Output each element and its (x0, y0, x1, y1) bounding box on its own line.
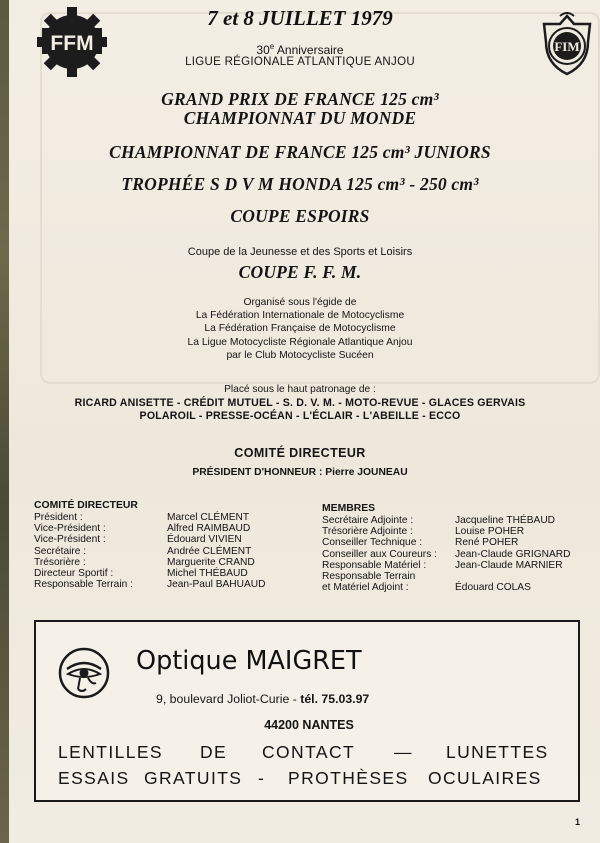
service-word: GRATUITS (144, 768, 243, 788)
telephone: tél. 75.03.97 (300, 692, 370, 706)
role-label: Vice-Président : (34, 523, 106, 535)
service-word: PROTHÈSES (288, 768, 409, 788)
role-label: Responsable Matériel : (322, 559, 427, 571)
membres-heading: MEMBRES (322, 503, 376, 514)
member-name: René POHER (455, 537, 519, 549)
member-name: Jean-Claude MARNIER (455, 559, 563, 571)
anniversary-number: 30 (256, 43, 270, 57)
ligue-name: LIGUE RÉGIONALE ATLANTIQUE ANJOU (185, 56, 415, 68)
role-label: Président : (34, 512, 83, 523)
anniversary-text: Anniversaire (274, 43, 344, 57)
event-date: 7 et 8 JUILLET 1979 (207, 6, 393, 30)
comite-title: COMITÉ DIRECTEUR (234, 446, 366, 460)
optician-city: 44200 NANTES (264, 718, 354, 732)
president-honneur: PRÉSIDENT D'HONNEUR : Pierre JOUNEAU (192, 467, 408, 478)
coupe-ffm-title: COUPE F. F. M. (238, 262, 362, 282)
role-label: Trésorière : (34, 556, 86, 568)
role-label: Responsable Terrain (322, 571, 416, 583)
member-name: Jean-Paul BAHUAUD (167, 579, 266, 591)
role-label: Secrétaire : (34, 545, 87, 557)
service-dash: - (258, 768, 266, 788)
role-label: et Matériel Adjoint : (322, 582, 409, 594)
championnat-france-title: CHAMPIONNAT DE FRANCE 125 cm³ JUNIORS (109, 142, 491, 162)
role-label: Vice-Président : (34, 534, 106, 546)
organisation-line: La Ligue Motocycliste Régionale Atlantique Anjou (187, 336, 413, 348)
trophee-title: TROPHÉE S D V M HONDA 125 cm³ - 250 cm³ (121, 174, 479, 194)
organisation-line: La Fédération Internationale de Motocyclisme (195, 310, 405, 322)
optician-name: Optique MAIGRET (136, 646, 362, 676)
member-name (455, 571, 571, 582)
optique-advertisement (34, 620, 580, 802)
service-word: DE (200, 742, 228, 762)
anniversary-suffix: e (269, 42, 275, 51)
service-dash: — (394, 742, 413, 762)
member-name: Jacqueline THÉBAUD (455, 515, 556, 526)
role-label: Conseiller aux Coureurs : (322, 548, 437, 560)
sponsors-list (20, 397, 580, 423)
role-label: Trésorière Adjointe : (322, 526, 413, 538)
member-name: Jean-Claude GRIGNARD (455, 548, 571, 560)
organisation-line: La Fédération Française de Motocyclisme (204, 323, 396, 335)
membres-roles (322, 515, 437, 593)
comite-left-roles (34, 512, 133, 590)
comite-left-heading: COMITÉ DIRECTEUR (34, 500, 138, 511)
service-word: CONTACT (262, 742, 356, 762)
organisation-line: Organisé sous l'égide de (243, 297, 357, 308)
eye-of-horus-icon (58, 647, 110, 699)
membres-names (455, 515, 571, 593)
comite-left-names (167, 512, 266, 590)
organisation-block (20, 296, 580, 362)
member-name: Édouard VIVIEN (167, 534, 242, 546)
coupe-jeunesse: Coupe de la Jeunesse et des Sports et Loisirs (187, 246, 413, 258)
role-label: Secrétaire Adjointe : (322, 515, 414, 526)
address-text: 9, boulevard Joliot-Curie - (156, 692, 301, 706)
member-name: Alfred RAIMBAUD (167, 523, 251, 535)
service-word: LUNETTES (446, 742, 549, 762)
grand-prix-title: GRAND PRIX DE FRANCE 125 cm³ (161, 89, 439, 109)
service-word: ESSAIS (58, 768, 130, 788)
member-name: Marguerite CRAND (167, 556, 255, 568)
role-label: Directeur Sportif : (34, 568, 114, 580)
page-number: 1 (574, 817, 580, 827)
sponsors-line: POLAROIL - PRESSE-OCÉAN - L'ÉCLAIR - L'ABEILLE - ECCO (139, 410, 461, 422)
anniversary (20, 42, 580, 57)
sponsors-line: RICARD ANISETTE - CRÉDIT MUTUEL - S. D. V. M. - MOTO-REVUE - GLACES GERVAIS (74, 397, 526, 409)
member-name: Édouard COLAS (455, 582, 531, 594)
optician-address (156, 692, 576, 706)
service-word: LENTILLES (58, 742, 164, 762)
role-label: Responsable Terrain : (34, 579, 133, 591)
service-word: OCULAIRES (428, 768, 542, 788)
ffm-logo-text: FFM (50, 32, 94, 55)
coupe-espoirs-title: COUPE ESPOIRS (230, 206, 370, 226)
role-label: Conseiller Technique : (322, 537, 423, 549)
member-name: Marcel CLÉMENT (167, 512, 250, 523)
fim-logo-text: FIM (554, 39, 580, 54)
organisation-line: par le Club Motocycliste Sucéen (226, 349, 374, 361)
member-name: Andrée CLÉMENT (167, 545, 252, 557)
member-name: Michel THÉBAUD (167, 568, 248, 580)
member-name: Louise POHER (455, 526, 525, 538)
championnat-monde-title: CHAMPIONNAT DU MONDE (183, 108, 417, 128)
patronage-intro: Placé sous le haut patronage de : (224, 384, 376, 395)
